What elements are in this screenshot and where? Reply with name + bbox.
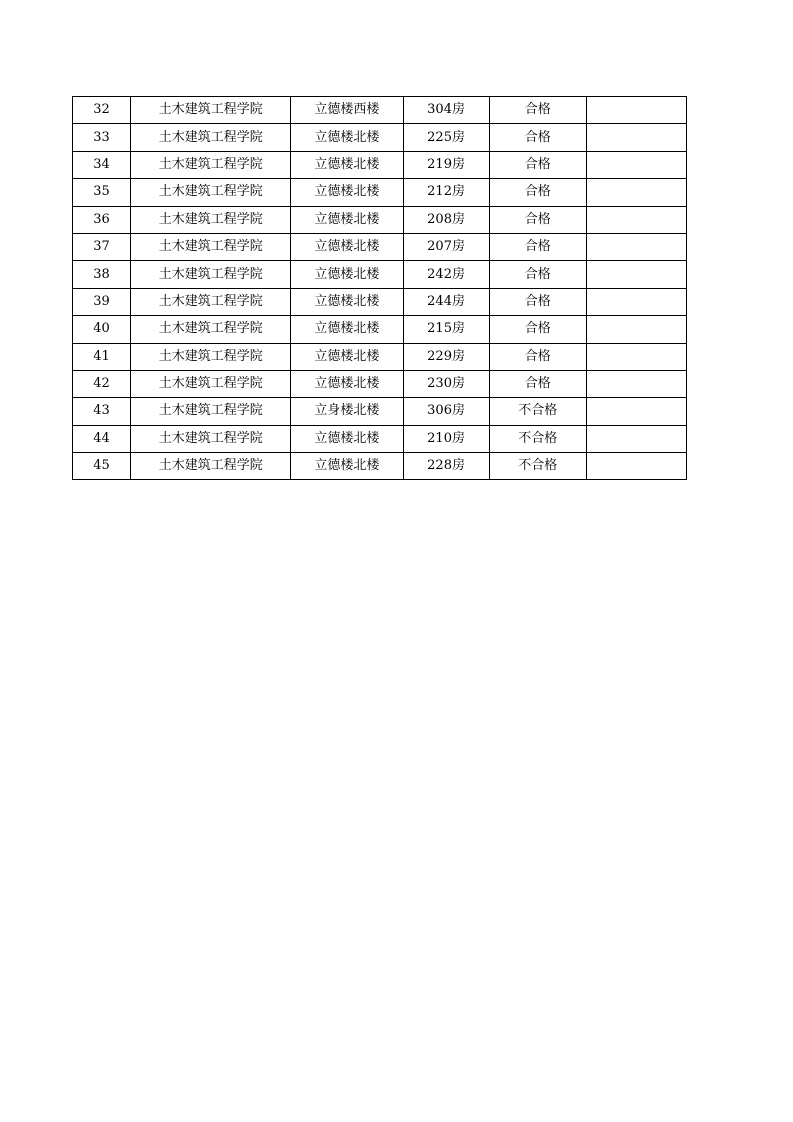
building-cell: 立德楼北楼: [291, 151, 403, 178]
note-cell: [586, 453, 686, 480]
building-cell: 立德楼北楼: [291, 179, 403, 206]
table-row: [73, 179, 687, 206]
room-cell: 215房: [403, 316, 489, 343]
building-cell: 立德楼北楼: [291, 206, 403, 233]
table-row: [73, 124, 687, 151]
row-number-cell: 39: [73, 288, 131, 315]
college-cell: 土木建筑工程学院: [131, 425, 291, 452]
result-cell: 不合格: [489, 398, 586, 425]
row-number-cell: 35: [73, 179, 131, 206]
result-cell: 合格: [489, 179, 586, 206]
college-cell: 土木建筑工程学院: [131, 343, 291, 370]
row-number-cell: 41: [73, 343, 131, 370]
room-cell: 228房: [403, 453, 489, 480]
room-cell: 225房: [403, 124, 489, 151]
table-row: [73, 261, 687, 288]
result-cell: 合格: [489, 233, 586, 260]
building-cell: 立德楼西楼: [291, 97, 403, 124]
table-row: [73, 206, 687, 233]
row-number-cell: 37: [73, 233, 131, 260]
note-cell: [586, 288, 686, 315]
note-cell: [586, 124, 686, 151]
row-number-cell: 33: [73, 124, 131, 151]
room-cell: 242房: [403, 261, 489, 288]
inspection-table: [72, 96, 687, 480]
college-cell: 土木建筑工程学院: [131, 206, 291, 233]
building-cell: 立德楼北楼: [291, 288, 403, 315]
row-number-cell: 34: [73, 151, 131, 178]
note-cell: [586, 261, 686, 288]
result-cell: 不合格: [489, 425, 586, 452]
table-row: [73, 453, 687, 480]
college-cell: 土木建筑工程学院: [131, 261, 291, 288]
room-cell: 208房: [403, 206, 489, 233]
building-cell: 立德楼北楼: [291, 316, 403, 343]
result-cell: 合格: [489, 316, 586, 343]
row-number-cell: 44: [73, 425, 131, 452]
college-cell: 土木建筑工程学院: [131, 233, 291, 260]
college-cell: 土木建筑工程学院: [131, 151, 291, 178]
room-cell: 207房: [403, 233, 489, 260]
table-row: [73, 151, 687, 178]
note-cell: [586, 97, 686, 124]
note-cell: [586, 398, 686, 425]
building-cell: 立德楼北楼: [291, 233, 403, 260]
row-number-cell: 43: [73, 398, 131, 425]
college-cell: 土木建筑工程学院: [131, 370, 291, 397]
college-cell: 土木建筑工程学院: [131, 453, 291, 480]
row-number-cell: 45: [73, 453, 131, 480]
note-cell: [586, 151, 686, 178]
note-cell: [586, 343, 686, 370]
room-cell: 306房: [403, 398, 489, 425]
result-cell: 合格: [489, 206, 586, 233]
table-body: [73, 97, 687, 480]
building-cell: 立德楼北楼: [291, 370, 403, 397]
building-cell: 立身楼北楼: [291, 398, 403, 425]
result-cell: 合格: [489, 124, 586, 151]
result-cell: 合格: [489, 343, 586, 370]
result-cell: 不合格: [489, 453, 586, 480]
building-cell: 立德楼北楼: [291, 453, 403, 480]
note-cell: [586, 316, 686, 343]
building-cell: 立德楼北楼: [291, 343, 403, 370]
row-number-cell: 38: [73, 261, 131, 288]
table-row: [73, 370, 687, 397]
room-cell: 210房: [403, 425, 489, 452]
college-cell: 土木建筑工程学院: [131, 124, 291, 151]
college-cell: 土木建筑工程学院: [131, 288, 291, 315]
row-number-cell: 36: [73, 206, 131, 233]
room-cell: 304房: [403, 97, 489, 124]
table-row: [73, 398, 687, 425]
building-cell: 立德楼北楼: [291, 124, 403, 151]
building-cell: 立德楼北楼: [291, 425, 403, 452]
room-cell: 212房: [403, 179, 489, 206]
college-cell: 土木建筑工程学院: [131, 179, 291, 206]
room-cell: 230房: [403, 370, 489, 397]
result-cell: 合格: [489, 261, 586, 288]
row-number-cell: 40: [73, 316, 131, 343]
note-cell: [586, 370, 686, 397]
room-cell: 219房: [403, 151, 489, 178]
result-cell: 合格: [489, 97, 586, 124]
result-cell: 合格: [489, 370, 586, 397]
room-cell: 229房: [403, 343, 489, 370]
table-row: [73, 233, 687, 260]
table-row: [73, 97, 687, 124]
table-row: [73, 288, 687, 315]
note-cell: [586, 206, 686, 233]
note-cell: [586, 179, 686, 206]
building-cell: 立德楼北楼: [291, 261, 403, 288]
note-cell: [586, 425, 686, 452]
row-number-cell: 42: [73, 370, 131, 397]
room-cell: 244房: [403, 288, 489, 315]
table-row: [73, 343, 687, 370]
table-row: [73, 316, 687, 343]
result-cell: 合格: [489, 151, 586, 178]
table-row: [73, 425, 687, 452]
college-cell: 土木建筑工程学院: [131, 97, 291, 124]
college-cell: 土木建筑工程学院: [131, 316, 291, 343]
row-number-cell: 32: [73, 97, 131, 124]
note-cell: [586, 233, 686, 260]
result-cell: 合格: [489, 288, 586, 315]
college-cell: 土木建筑工程学院: [131, 398, 291, 425]
